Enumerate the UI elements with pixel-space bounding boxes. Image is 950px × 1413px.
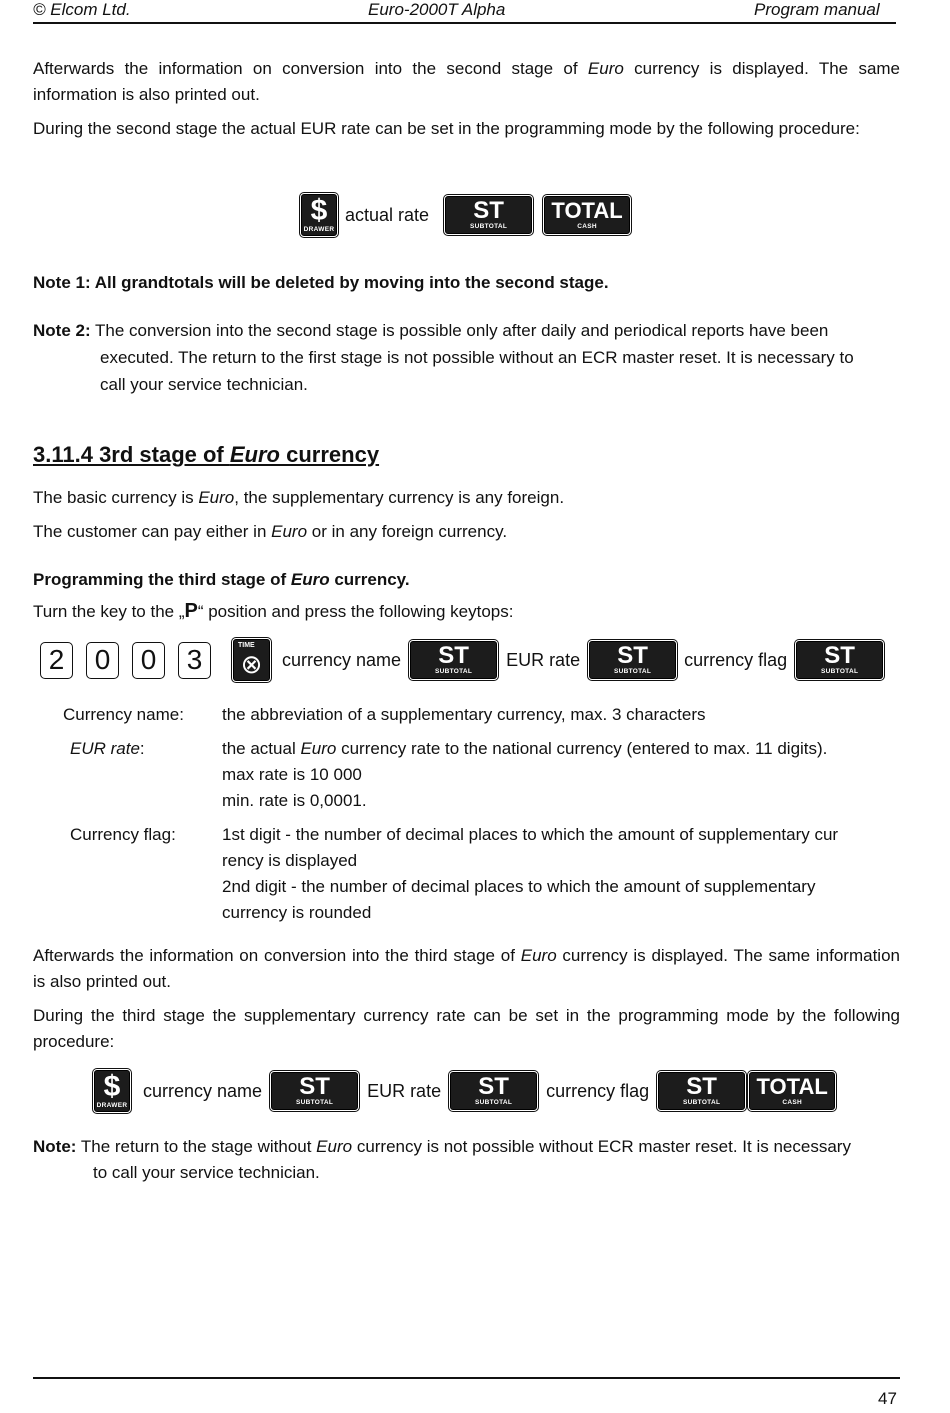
currency-flag-label: currency flag bbox=[546, 1080, 650, 1101]
key-sequence-supplementary-rate bbox=[94, 1070, 835, 1112]
dollar-icon: $ bbox=[310, 194, 328, 227]
dollar-icon: $ bbox=[103, 1070, 121, 1103]
eur-rate-label: EUR rate bbox=[506, 649, 581, 670]
digit-key: 3 bbox=[178, 642, 211, 679]
cross-circle-icon: ⊗ bbox=[240, 649, 263, 679]
currency-name-label: currency name bbox=[282, 649, 402, 670]
subtotal-key: ST SUBTOTAL bbox=[796, 641, 883, 679]
time-key: TIME ⊗ bbox=[233, 639, 270, 681]
key-sequence-actual-rate bbox=[301, 194, 630, 236]
paragraph-stage2-procedure: During the second stage the actual EUR rate can be set in the programming mode by the following procedure: bbox=[33, 119, 860, 138]
actual-rate-label: actual rate bbox=[345, 204, 430, 225]
def-label-eur-rate: EUR rate: bbox=[70, 739, 145, 758]
subtotal-key: ST SUBTOTAL bbox=[450, 1072, 537, 1110]
currency-name-label: currency name bbox=[143, 1080, 263, 1101]
page-number: 47 bbox=[878, 1389, 897, 1408]
def-value-eur-rate: the actual Euro currency rate to the national currency (entered to max. 11 digits). max rate is 10 000 min. rate is 0,0001. bbox=[222, 739, 828, 810]
subtotal-key: ST SUBTOTAL bbox=[410, 641, 497, 679]
note-3-line-1: Note: The return to the stage without Euro currency is not possible without ECR master reset. It is necessary bbox=[33, 1137, 851, 1156]
note-2-line-1: Note 2: The conversion into the second stage is possible only after daily and periodical reports have been bbox=[33, 321, 829, 340]
digit-key: 2 bbox=[40, 642, 73, 679]
total-key: TOTAL CASH bbox=[544, 196, 630, 234]
customer-pay-text: The customer can pay either in Euro or in any foreign currency. bbox=[33, 522, 508, 541]
paragraph-stage2-info: Afterwards the information on conversion into the second stage of Euro currency is displayed. The same information is also printed out. bbox=[33, 59, 901, 104]
note-3-line-2: to call your service technician. bbox=[93, 1163, 320, 1182]
turn-key-instruction: Turn the key to the „P“ position and press the following keytops: bbox=[33, 600, 514, 622]
section-heading: 3.11.4 3rd stage of Euro currency bbox=[33, 442, 380, 467]
paragraph-stage3-info: Afterwards the information on conversion into the third stage of Euro currency is displayed. The same information is also printed out. bbox=[33, 946, 900, 991]
eur-rate-label: EUR rate bbox=[367, 1080, 442, 1101]
def-value-currency-flag: 1st digit - the number of decimal places to which the amount of supplementary cur rency is displayed 2nd digit - the number of decimal places to which the amount of supplementary currency is rounded bbox=[222, 825, 839, 922]
def-label-currency-flag: Currency flag: bbox=[70, 825, 176, 844]
currency-flag-label: currency flag bbox=[684, 649, 788, 670]
subtotal-key: ST SUBTOTAL bbox=[271, 1072, 358, 1110]
header-left: © Elcom Ltd. bbox=[33, 0, 131, 19]
drawer-key: $ DRAWER bbox=[301, 194, 337, 236]
total-key: TOTAL CASH bbox=[749, 1072, 835, 1110]
key-sequence-programming bbox=[40, 639, 883, 681]
subtotal-key: ST SUBTOTAL bbox=[589, 641, 676, 679]
basic-currency-text: The basic currency is Euro, the supplementary currency is any foreign. bbox=[33, 488, 565, 507]
note-2-line-2: executed. The return to the first stage is not possible without an ECR master reset. It is necessary to bbox=[100, 348, 854, 367]
digit-key: 0 bbox=[86, 642, 119, 679]
def-label-currency-name: Currency name: bbox=[63, 705, 184, 724]
footer-rule bbox=[33, 1377, 900, 1379]
subtotal-key: ST SUBTOTAL bbox=[658, 1072, 745, 1110]
header-rule bbox=[33, 22, 896, 24]
header-center: Euro-2000T Alpha bbox=[368, 0, 506, 19]
digit-key: 0 bbox=[132, 642, 165, 679]
note-2-line-3: call your service technician. bbox=[100, 375, 308, 394]
subtotal-key: ST SUBTOTAL bbox=[445, 196, 532, 234]
def-value-currency-name: the abbreviation of a supplementary currency, max. 3 characters bbox=[222, 705, 706, 724]
note-1: Note 1: All grandtotals will be deleted by moving into the second stage. bbox=[33, 273, 609, 292]
drawer-key: $ DRAWER bbox=[94, 1070, 130, 1112]
paragraph-stage3-procedure: During the third stage the supplementary currency rate can be set in the programming mode by the following procedure: bbox=[33, 1006, 900, 1051]
header-right: Program manual bbox=[754, 0, 880, 19]
programming-heading: Programming the third stage of Euro currency. bbox=[33, 570, 410, 589]
